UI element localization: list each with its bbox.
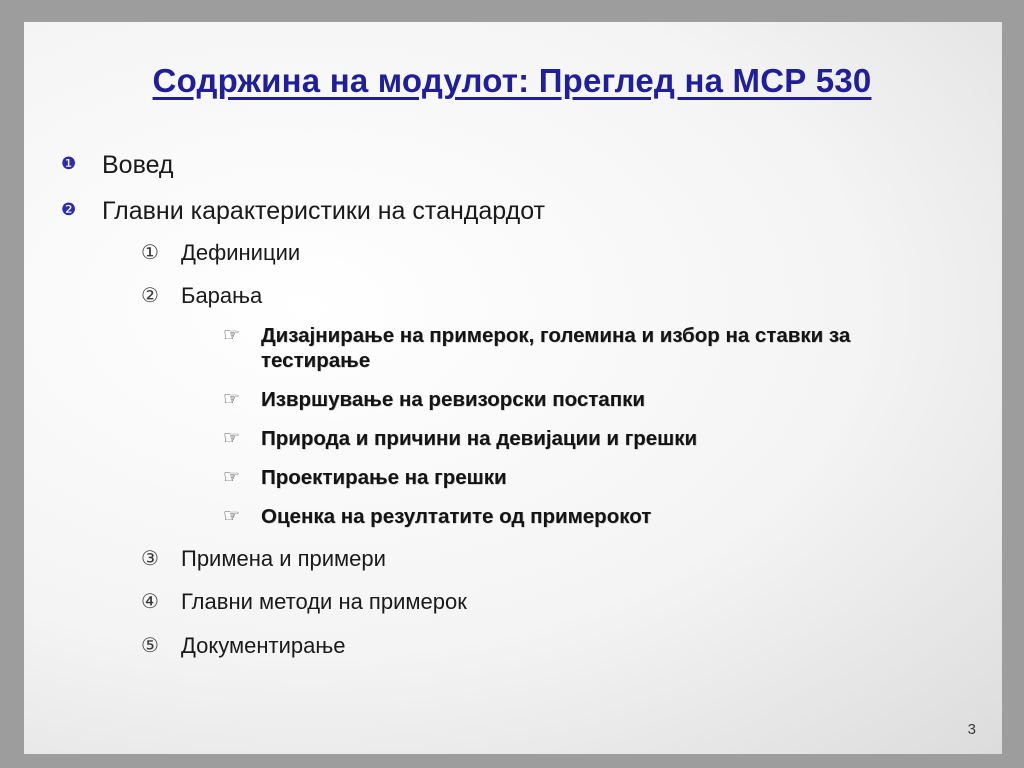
list-item bbox=[137, 240, 974, 266]
outline-level-2 bbox=[137, 240, 974, 659]
list-item-label: Главни карактеристики на стандардот bbox=[102, 197, 545, 225]
slide-title: Содржина на модулот: Преглед на МСР 530 bbox=[152, 62, 872, 99]
bullet-circled-number-icon: ② bbox=[141, 285, 159, 308]
list-item-label: Документирање bbox=[181, 632, 346, 658]
list-item-label: Извршување на ревизорски постапки bbox=[261, 387, 645, 411]
list-item bbox=[54, 196, 974, 659]
bullet-number-icon: ❷ bbox=[61, 200, 77, 219]
pointing-hand-icon: ☞ bbox=[223, 466, 241, 488]
list-item-label: Оценка на резултатите од примерокот bbox=[261, 504, 652, 528]
pointing-hand-icon: ☞ bbox=[223, 324, 241, 346]
list-item-label: Барања bbox=[181, 283, 263, 309]
slide-content bbox=[54, 150, 974, 676]
pointing-hand-icon: ☞ bbox=[223, 388, 241, 410]
bullet-circled-number-icon: ① bbox=[141, 242, 159, 264]
list-item bbox=[54, 150, 974, 180]
slide-frame-top bbox=[0, 0, 1024, 22]
list-item-label: Природа и причини на девијации и грешки bbox=[261, 426, 698, 450]
list-item bbox=[137, 589, 974, 615]
pointing-hand-icon: ☞ bbox=[223, 427, 241, 449]
outline-level-1 bbox=[54, 150, 974, 659]
list-item bbox=[221, 504, 974, 529]
page-number: 3 bbox=[967, 721, 976, 738]
list-item-label: Примена и примери bbox=[181, 545, 386, 571]
bullet-number-icon: ❶ bbox=[61, 154, 77, 173]
list-item bbox=[221, 465, 974, 490]
outline-level-3 bbox=[221, 323, 974, 529]
list-item-label: Главни методи на примерок bbox=[181, 589, 467, 615]
list-item-label: Дизајнирање на примерок, големина и избор на ставки за тестирање bbox=[261, 323, 851, 372]
slide-frame-left bbox=[0, 0, 24, 768]
list-item bbox=[221, 387, 974, 412]
bullet-circled-number-icon: ⑤ bbox=[141, 634, 159, 657]
list-item bbox=[221, 323, 974, 373]
list-item bbox=[137, 283, 974, 528]
slide-frame-bottom bbox=[0, 754, 1024, 768]
list-item-label: Вовед bbox=[102, 151, 174, 179]
slide-frame-right bbox=[1002, 0, 1024, 768]
list-item bbox=[137, 546, 974, 572]
bullet-circled-number-icon: ③ bbox=[141, 547, 159, 570]
list-item-label: Проектирање на грешки bbox=[261, 465, 507, 489]
list-item-label: Дефиниции bbox=[181, 240, 301, 265]
bullet-circled-number-icon: ④ bbox=[141, 591, 159, 614]
pointing-hand-icon: ☞ bbox=[223, 505, 241, 527]
list-item bbox=[137, 633, 974, 659]
list-item bbox=[221, 426, 974, 451]
